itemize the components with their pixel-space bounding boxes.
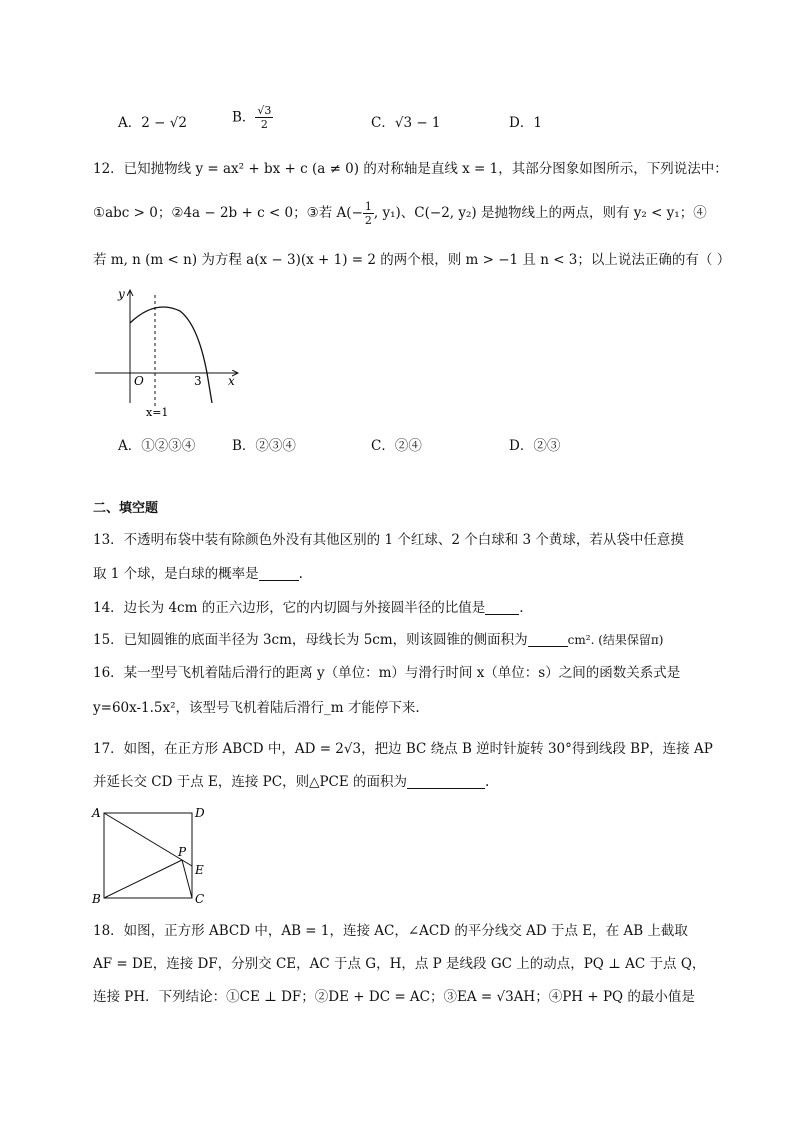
answer-blank[interactable] (528, 632, 568, 647)
q17-line-2: 并延长交 CD 于点 E，连接 PC，则△PCE 的面积为 . (93, 774, 490, 790)
q16-line-2: y=60x-1.5x²，该型号飞机着陆后滑行_m 才能停下来. (93, 700, 420, 716)
q12-line-3: 若 m, n (m < n) 为方程 a(x − 3)(x + 1) = 2 的两个根，则 m > −1 且 n < 3；以上说法正确的有（ ） (93, 252, 731, 268)
q16-line-1: 16．某一型号飞机着陆后滑行的距离 y（单位：m）与滑行时间 x（单位：s）之间的函数关系式是 (93, 665, 681, 681)
segment-pc (182, 860, 192, 898)
option-label: C． (371, 115, 395, 131)
option-text: √3 − 1 (394, 115, 441, 131)
label-c: C (195, 892, 205, 906)
option-text: 2 − √2 (141, 115, 187, 131)
q13-line-1: 13．不透明布袋中装有除颜色外没有其他区别的 1 个红球、2 个白球和 3 个黄球，若从袋中任意摸 (93, 532, 684, 548)
label-a: A (92, 806, 101, 820)
q18-line-2: AF = DE，连接 DF，分别交 CE，AC 于点 G，H，点 P 是线段 GC 上的动点，PQ ⊥ AC 于点 Q， (93, 956, 706, 972)
q12-option-c: C．②④ (371, 438, 422, 454)
option-label: D． (509, 115, 534, 131)
q11-option-d (509, 113, 542, 133)
symmetry-label: x=1 (146, 406, 169, 419)
parabola-curve (130, 307, 212, 403)
label-e: E (195, 863, 204, 877)
option-label: A． (118, 115, 142, 131)
label-b: B (92, 892, 101, 906)
q12-line-2: ①abc > 0；②4a − 2b + c < 0；③若 A(− $\frac{1}{2}$ , y₁)、C(−2, y₂) 是抛物线上的两点，则有 y₂ < y₁；④ (93, 200, 707, 227)
q17-line-1: 17．如图，在正方形 ABCD 中，AD = 2√3，把边 BC 绕点 B 逆时针旋转 30°得到线段 BP，连接 AP (93, 741, 713, 757)
q11-option-c (371, 113, 441, 133)
y-axis-label: y (118, 287, 125, 301)
label-p: P (178, 845, 187, 859)
label-d: D (195, 806, 205, 820)
q13-line-2: 取 1 个球，是白球的概率是 . (93, 566, 303, 582)
parabola-graph (90, 285, 250, 419)
root-label: 3 (194, 374, 202, 388)
segment-bp (104, 860, 182, 898)
square-figure (90, 803, 210, 906)
x-axis-label: x (228, 374, 235, 388)
section-title: 二、填空题 (93, 501, 159, 516)
q18-line-3: 连接 PH．下列结论：①CE ⊥ DF；②DE + DC = AC；③EA = √3AH；④PH + PQ 的最小值是 (93, 989, 695, 1005)
option-text: 1 (533, 115, 542, 131)
fraction: $\frac{1}{2}$ (364, 200, 372, 227)
answer-blank[interactable] (407, 774, 485, 789)
q12-option-b: B．②③④ (232, 438, 296, 454)
q12-option-d: D．②③ (509, 438, 561, 454)
q15: 15．已知圆锥的底面半径为 3cm，母线长为 5cm，则该圆锥的侧面积为 cm². (结果保留π) (93, 632, 664, 648)
q12-line-1: 12．已知抛物线 y = ax² + bx + c (a ≠ 0) 的对称轴是直线 x = 1，其部分图象如图所示，下列说法中： (93, 161, 728, 177)
q14: 14．边长为 4cm 的正六边形，它的内切圆与外接圆半径的比值是 . (93, 600, 524, 616)
origin-label: O (134, 374, 144, 388)
answer-blank[interactable] (259, 566, 299, 581)
q11-option-a (118, 113, 187, 133)
option-label: B． (232, 109, 256, 126)
q18-line-1: 18．如图，正方形 ABCD 中，AB = 1，连接 AC，∠ACD 的平分线交 AD 于点 E，在 AB 上截取 (93, 923, 688, 939)
answer-blank[interactable] (485, 600, 519, 615)
q12-option-a: A．①②③④ (118, 438, 196, 454)
q11-option-b (232, 104, 273, 131)
fraction: $\frac{√3}{2}$ (257, 104, 272, 131)
